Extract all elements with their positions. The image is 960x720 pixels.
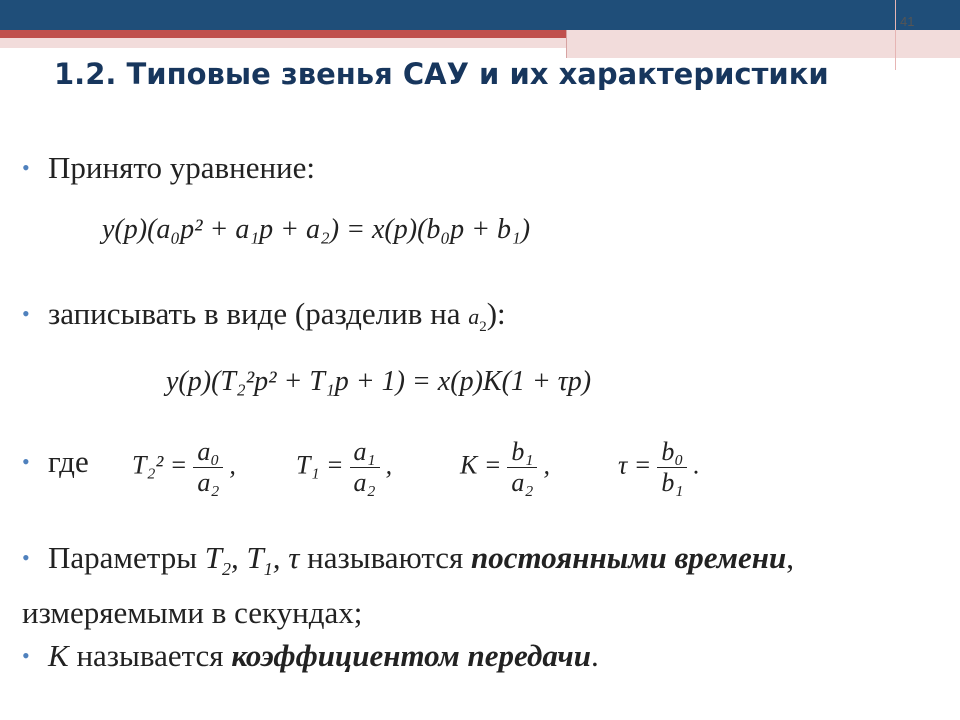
def-sep: , bbox=[385, 450, 393, 480]
equation-1: y(p)(a₀p² + a₁p + a₂) = x(p)(b₀p + b₁) bbox=[102, 214, 531, 245]
bullet-4-mid: называются bbox=[299, 540, 472, 575]
def-fraction bbox=[350, 437, 380, 498]
param-T1-sub: 1 bbox=[263, 559, 273, 580]
param-tau: τ bbox=[288, 540, 300, 575]
bullet-1 bbox=[22, 146, 315, 190]
bullet-dot: • bbox=[22, 643, 30, 668]
def-lhs: T₂² = bbox=[132, 450, 188, 480]
bullet-1-text: Принято уравнение: bbox=[48, 150, 316, 185]
param-sep: , bbox=[231, 540, 247, 575]
equation-2: y(p)(T₂²p² + T₁p + 1) = x(p)K(1 + τp) bbox=[166, 366, 592, 397]
def-lhs: T₁ = bbox=[296, 450, 344, 480]
def-sep: , bbox=[543, 450, 550, 480]
def-lhs: τ = bbox=[618, 450, 652, 480]
def-den: a₂ bbox=[197, 468, 220, 497]
bullet-dot: • bbox=[22, 155, 30, 180]
def-fraction bbox=[507, 437, 537, 498]
definition-tau bbox=[618, 437, 700, 498]
slide-number: 41 bbox=[900, 14, 915, 29]
def-den: b₁ bbox=[661, 468, 684, 497]
bullet-3-text: где bbox=[48, 444, 89, 479]
bullet-5 bbox=[22, 634, 599, 678]
def-lhs: K = bbox=[460, 450, 502, 480]
def-fraction bbox=[193, 437, 223, 498]
bullet-5-mid: называется bbox=[68, 638, 232, 673]
header-bar bbox=[0, 0, 960, 30]
bullet-2-prefix: записывать в виде (разделив на bbox=[48, 296, 469, 331]
bullet-2 bbox=[22, 292, 506, 349]
def-sep: . bbox=[693, 450, 700, 480]
definition-T2 bbox=[132, 437, 236, 498]
slide-number-divider bbox=[895, 0, 896, 70]
bullet-4-bold: постоянными времени bbox=[471, 540, 787, 575]
def-sep: , bbox=[229, 450, 236, 480]
bullet-2-suffix: ): bbox=[486, 296, 506, 331]
def-num: b₁ bbox=[507, 437, 537, 468]
param-T1: T bbox=[246, 540, 264, 575]
param-sep: , bbox=[272, 540, 289, 575]
page-title: 1.2. Типовые звенья САУ и их характеристики bbox=[54, 57, 829, 91]
bullet-2-var: a bbox=[468, 304, 480, 329]
definition-K bbox=[460, 437, 550, 498]
def-fraction bbox=[657, 437, 687, 498]
param-T2-sub: 2 bbox=[222, 559, 232, 580]
def-den: a₂ bbox=[511, 468, 534, 497]
bullet-2-var-sub: 2 bbox=[479, 319, 487, 336]
bullet-3 bbox=[22, 440, 89, 484]
bullet-dot: • bbox=[22, 301, 30, 326]
bullet-dot: • bbox=[22, 545, 30, 570]
bullet-5-var: K bbox=[48, 638, 69, 673]
def-num: b₀ bbox=[657, 437, 687, 468]
bullet-4-prefix: Параметры bbox=[48, 540, 205, 575]
bullet-4 bbox=[22, 536, 932, 635]
def-num: a₀ bbox=[193, 437, 223, 468]
bullet-dot: • bbox=[22, 449, 30, 474]
def-den: a₂ bbox=[353, 468, 376, 497]
bullet-5-suffix: . bbox=[590, 638, 599, 673]
param-T2: T bbox=[204, 540, 223, 575]
bullet-5-bold: коэффициентом передачи bbox=[231, 638, 591, 673]
bullet-4-suffix: , измеряемыми в секундах; bbox=[22, 540, 794, 631]
definition-T1 bbox=[296, 437, 392, 498]
def-num: a₁ bbox=[350, 437, 380, 468]
